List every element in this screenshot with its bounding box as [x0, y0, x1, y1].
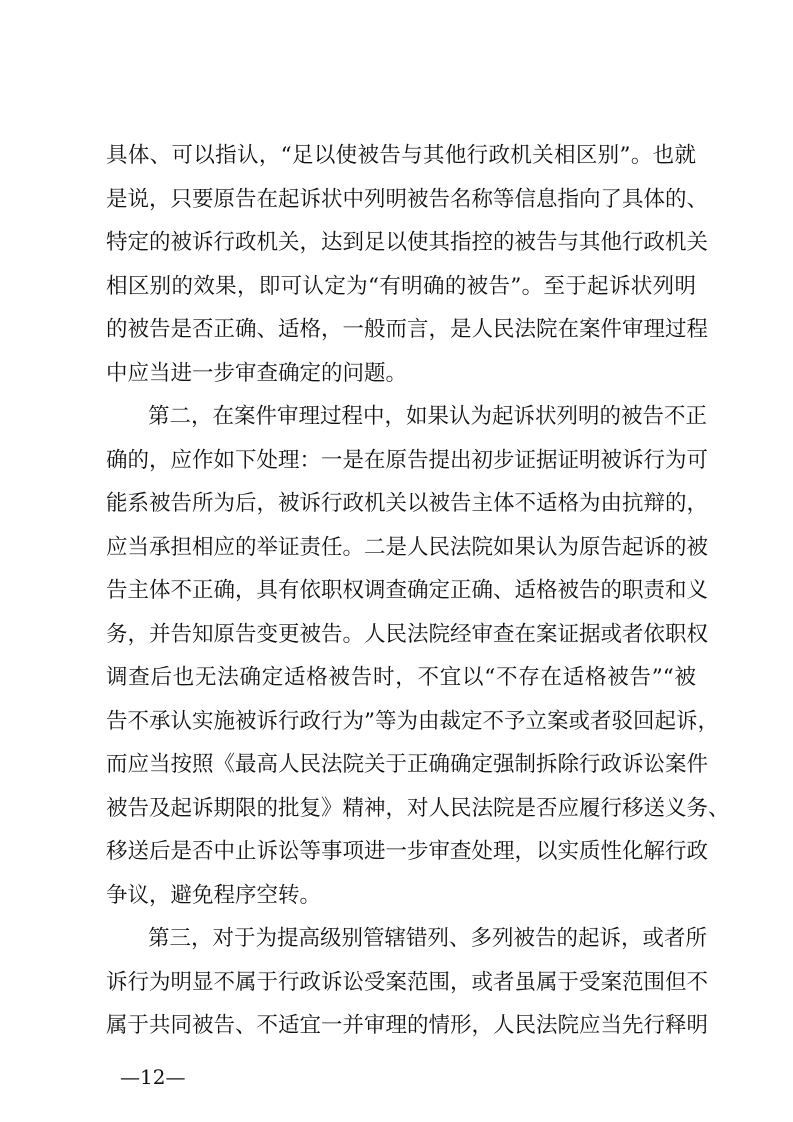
text-line: 是说，只要原告在起诉状中列明被告名称等信息指向了具体的、: [106, 187, 709, 212]
text-line: 的被告是否正确、适格，一般而言，是人民法院在案件审理过程: [106, 317, 709, 342]
text-line: 应当承担相应的举证责任。二是人民法院如果认为原告起诉的被: [106, 535, 709, 560]
text-line: 特定的被诉行政机关，达到足以使其指控的被告与其他行政机关: [106, 230, 709, 255]
paragraph-first-line: 第二，在案件审理过程中，如果认为起诉状列明的被告不正: [148, 404, 708, 429]
text-line: 属于共同被告、不适宜一并审理的情形，人民法院应当先行释明: [106, 1013, 709, 1038]
page-number: —12—: [120, 1065, 186, 1089]
paragraph-first-line: 第三，对于为提高级别管辖错列、多列被告的起诉，或者所: [148, 926, 708, 951]
text-line: 诉行为明显不属于行政诉讼受案范围，或者虽属于受案范围但不: [106, 970, 709, 995]
text-line: 相区别的效果，即可认定为“有明确的被告”。至于起诉状列明: [106, 274, 696, 299]
text-line: 调查后也无法确定适格被告时，不宜以“不存在适格被告”“被: [106, 665, 696, 690]
text-line: 中应当进一步审查确定的问题。: [106, 361, 408, 386]
text-line: 告不承认实施被诉行政行为”等为由裁定不予立案或者驳回起诉，: [106, 709, 719, 734]
text-line: 被告及起诉期限的批复》精神，对人民法院是否应履行移送义务、: [106, 796, 730, 821]
text-line: 确的，应作如下处理：一是在原告提出初步证据证明被诉行为可: [106, 448, 709, 473]
text-line: 具体、可以指认，“足以使被告与其他行政机关相区别”。也就: [106, 143, 696, 168]
text-line: 移送后是否中止诉讼等事项进一步审查处理，以实质性化解行政: [106, 839, 709, 864]
text-line: 告主体不正确，具有依职权调查确定正确、适格被告的职责和义: [106, 578, 709, 603]
text-line: 争议，避免程序空转。: [106, 883, 322, 908]
text-line: 能系被告所为后，被诉行政机关以被告主体不适格为由抗辩的，: [106, 491, 709, 516]
text-line: 而应当按照《最高人民法院关于正确确定强制拆除行政诉讼案件: [106, 752, 709, 777]
text-line: 务，并告知原告变更被告。人民法院经审查在案证据或者依职权: [106, 622, 709, 647]
